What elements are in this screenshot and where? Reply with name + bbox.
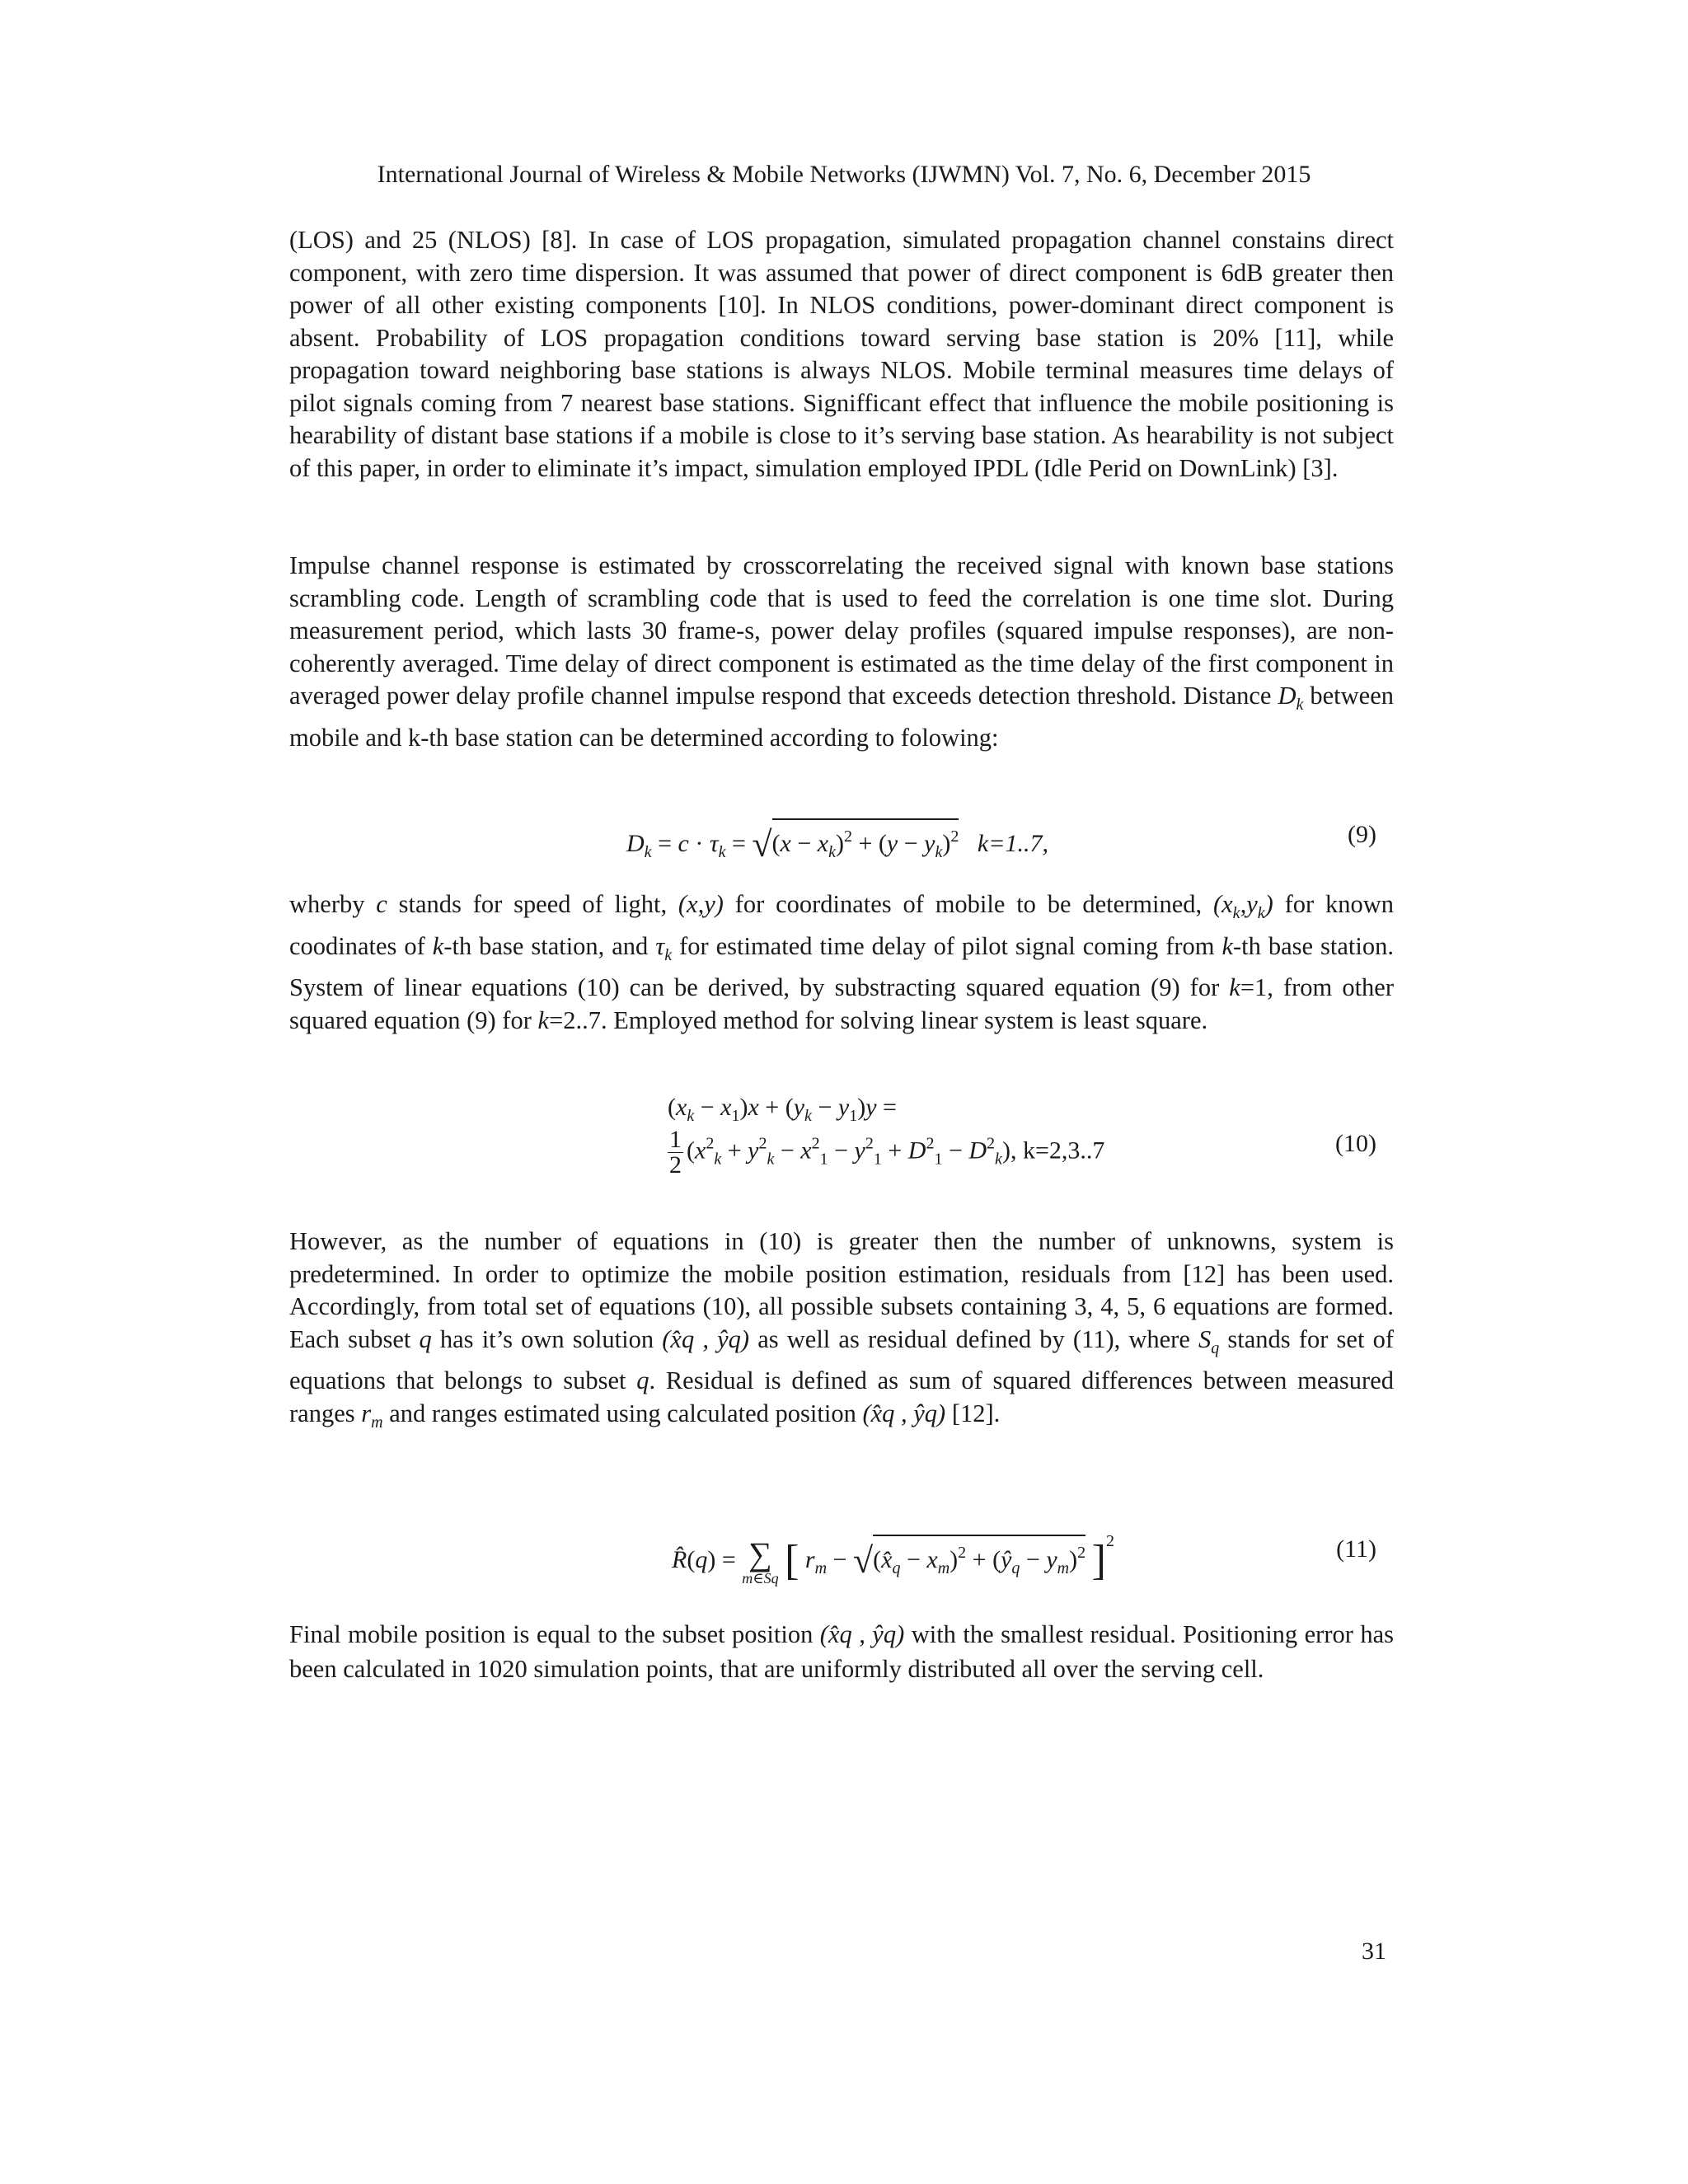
symbol-d: $D_k$ — [1278, 682, 1304, 714]
symbol-c: c — [376, 890, 387, 918]
symbol-estimated-position: (x̂q , ŷq) — [862, 1399, 946, 1427]
paragraph-text: for coordinates of mobile to be determined, — [723, 890, 1213, 918]
paragraph-text: and ranges estimated using calculated position — [382, 1399, 863, 1427]
equation-11 — [0, 1516, 1688, 1591]
equation-9-number: (9) — [1348, 821, 1376, 848]
paragraph-text: stands for set of equations that belongs to subset — [289, 1324, 1394, 1394]
symbol-estimated-position: (x̂q , ŷq) — [662, 1324, 750, 1353]
paragraph-text: with the smallest residual. Positioning error has been calculated in 1020 simulation points, that are uniformly distributed all over the serving cell. — [289, 1620, 1395, 1683]
paragraph-text: -th base station, and — [443, 931, 656, 960]
symbol-q: q — [419, 1324, 432, 1353]
symbol-q: q — [636, 1366, 649, 1394]
paragraph-text: (LOS) and 25 (NLOS) [8]. In case of LOS propagation, simulated propagation channel constains direct component, with zero time dispersion. It was assumed that power of direct component is 6dB greater then power of all other existing components [10]. In NLOS conditions, power-dominant direct component is absent. Probability of LOS propagation conditions toward serving base station is 20% [11], while propagation toward neighboring base stations is always NLOS. Mobile terminal measures time delays of pilot signals coming from 7 nearest base stations. Signifficant effect that influence the mobile positioning is hearability of distant base stations if a mobile is close to it’s serving base station. As hearability is not subject of this paper, in order to eliminate it’s impact, simulation employed IPDL (Idle Perid on DownLink) [3]. — [289, 226, 1394, 482]
equation-10-condition: k=2,3..7 — [1022, 1137, 1105, 1165]
symbol-xy: (x,y) — [678, 890, 724, 918]
equation-11-body: R̂(q) = ∑ m∈Sq [ $r_m$ − $√(x̂_q - x_m)^2$ + $(ŷ_q - y_m)^2$ ]$^2$ — [672, 1532, 1114, 1587]
paragraph-impulse-response — [289, 550, 1394, 754]
paragraph-text: stands for speed of light, — [387, 890, 678, 918]
paragraph-text: [12]. — [945, 1399, 1001, 1427]
paragraph-text: However, as the number of equations in (10) is greater then the number of unknowns, system is predetermined. In order to optimize the mobile position estimation, residuals from [12] has been used. Accordingly, from total set of equations (10), all possible subsets containing 3, 4, 5, 6 equations are formed. Each subset — [289, 1227, 1394, 1353]
symbol-rm: $r_m$ — [361, 1399, 383, 1432]
symbol-k: k — [1229, 973, 1240, 1001]
paragraph-text: . Residual is defined as sum of squared differences between measured ranges — [289, 1366, 1394, 1427]
running-header: International Journal of Wireless & Mobile Networks (IJWMN) Vol. 7, No. 6, December 2015 — [377, 161, 1311, 188]
page-number: 31 — [1362, 1938, 1386, 1965]
paragraph-text: as well as residual defined by (11), where — [749, 1324, 1199, 1353]
symbol-k: k — [537, 1005, 550, 1034]
paragraph-text: for estimated time delay of pilot signal coming from — [672, 931, 1222, 960]
paragraph-text: between mobile and k-th base station can be determined according to folowing: — [289, 682, 1394, 752]
paragraph-text: wherby — [289, 890, 377, 918]
symbol-xkyk: $(x_k,y_k)$ — [1212, 890, 1273, 922]
symbol-k: k — [1221, 931, 1234, 960]
equation-11-number: (11) — [1336, 1535, 1376, 1563]
paragraph-text: =2..7. Employed method for solving linear system is least square. — [549, 1005, 1208, 1034]
symbol-estimated-position: (x̂q , ŷq) — [819, 1620, 905, 1648]
symbol-sq: $S_q$ — [1198, 1324, 1220, 1357]
paragraph-text: Impulse channel response is estimated by crosscorrelating the received signal with known base stations scrambling code. Length of scrambling code that is used to feed the correlation is one time slot. During measurement period, which lasts 30 frame-s, power delay profiles (squared impulse responses), are non-coherently averaged. Time delay of direct component is estimated as the time delay of the first component in averaged power delay profile channel impulse respond that exceeds detection threshold. Distance — [289, 551, 1394, 710]
paragraph-text: -th base station. System of linear equations (10) can be derived, by substracting squared equation (9) for — [289, 931, 1394, 1001]
equation-10 — [0, 1086, 1688, 1202]
paragraph-residuals — [289, 1226, 1394, 1439]
paragraph-variable-definitions — [289, 888, 1394, 1037]
paragraph-los-nlos — [289, 224, 1394, 485]
paragraph-text: Final mobile position is equal to the subset position — [289, 1620, 820, 1648]
equation-10-number: (10) — [1335, 1130, 1376, 1157]
paragraph-text: for known coodinates of — [289, 890, 1395, 960]
symbol-k: k — [432, 931, 444, 960]
paragraph-text: has it’s own solution — [431, 1324, 663, 1353]
paragraph-text: =1, from other squared equation (9) for — [289, 973, 1394, 1034]
equation-9-body: $D_k = c \cdot \tau_k = √(x - x_k)^2 + (y - y_k)^2$ k=1..7, — [626, 818, 1048, 867]
equation-10-line-2: $\frac{1}{2}$ $(x^2_k + y^2_k - x^2_1 - y^2_1 + D^2_1 - D^2_k)$, k=2,3..7 — [669, 1126, 1105, 1179]
symbol-tau: $\tau_k$ — [655, 931, 673, 964]
equation-10-line-1: $(x_k - x_1)x + (y_k - y_1)y$ = — [668, 1094, 897, 1125]
paragraph-final-position — [289, 1617, 1394, 1686]
equation-9 — [0, 812, 1688, 865]
equation-9-range: k=1..7, — [977, 830, 1048, 857]
